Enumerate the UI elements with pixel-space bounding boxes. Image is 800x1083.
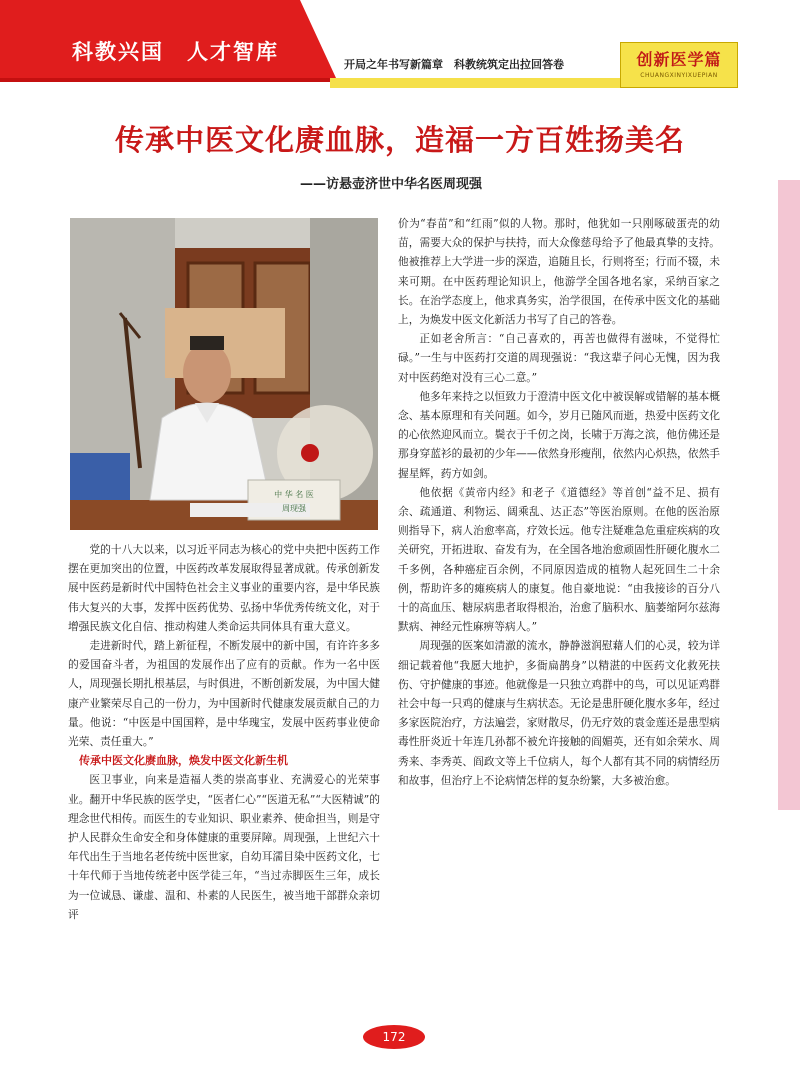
page-number: 172 — [363, 1025, 425, 1049]
page-banner — [0, 0, 800, 95]
left-column — [68, 540, 380, 924]
plaque-text: 中 华 名 医 — [274, 490, 314, 499]
right-paragraph-1: 价为“春苗”和“红雨”似的人物。那时，他犹如一只刚啄破蛋壳的幼苗，需要大众的保护与扶持，而大众像慈母给予了他最真挚的支持。他被推荐上大学进一步的深造，追随且长，行则将至；行而不辍，未来可期。在中医药理论知识上，他游学全国各地名家，采纳百家之长。在治学态度上，他求真务实，治学很国，在传承中医文化的基础上，为焕发中医文化新活力书写了自己的答卷。 — [398, 217, 720, 327]
section-subheading: 传承中医文化赓血脉，焕发中医文化新生机 — [79, 754, 288, 768]
banner-motto: 科教兴国 人才智库 — [72, 40, 279, 64]
article-subtitle: ——访悬壶济世中华名医周现强 — [300, 177, 483, 192]
left-paragraph-1: 党的十八大以来，以习近平同志为核心的党中央把中医药工作摆在更加突出的位置，中医药改革发展取得显著成就。传承创新发展中医药是新时代中国特色社会主义事业的重要内容，是中华民族伟大复兴的大事，发挥中医药优势、弘扬中华优秀传统文化，对于增强民族文化自信、推动构建人类命运共同体具有重大意义。 — [68, 543, 380, 633]
doctor-photo — [70, 218, 378, 530]
left-paragraph-2: 走进新时代，踏上新征程，不断发展中的新中国，有许许多多的爱国奋斗者，为祖国的发展作出了应有的贡献。作为一名中医人，周现强长期扎根基层，与时俱进，不断创新发展，为中国大健康产业繁荣尽自己的一份力，为中国新时代健康发展贡献自己的力量。他说：“中医是中国国粹，是中华瑰宝，发展中医药事业使命光荣、责任重大。” — [68, 639, 380, 749]
doctor-photo-illustration — [70, 218, 378, 530]
banner-slogan: 开局之年书写新篇章 科教统筑定出拉回答卷 — [344, 58, 564, 71]
section-name: 创新医学篇 — [636, 50, 722, 69]
right-paragraph-3: 他多年来持之以恒致力于澄清中医文化中被误解或错解的基本概念、基本原理和有关问题。如今，岁月已随风而逝，热爱中医药文化的心依然迎风而立。鬓衣于千仞之岗，长啸于万海之滨，他仿佛还是那身穿蓝衫的最初的少年——依然身形瘦削，依然内心炽热，依然手握星辉，药方如剑。 — [398, 389, 720, 480]
right-edge-strip — [778, 180, 800, 810]
banner-underline — [0, 78, 336, 82]
right-paragraph-5: 周现强的医案如清澈的流水，静静滋润慰藉人们的心灵，较为详细记载着他“我愿大地护，多衙扁鹊身”以精湛的中医药文化救死扶伤、守护健康的事迹。他就像是一只独立鸡群中的鸟，可以见证鸡群社会中每一只鸡的健康与生病状态。无论是患肝硬化腹水多年，经过多家医院治疗，方法遍尝，家财散尽，仍无疗效的袁金莲还是患型病毒性肝炎近十年连几孙都不被允许接触的阎媚英，还有如余荣水、周秀来、李秀英、阎政文等上千位病人，每个人都有其不同的病情经历和故事，但治疗上不论病情怎样的复杂纷繁，大多被治愈。 — [398, 639, 720, 787]
article-title: 传承中医文化赓血脉，造福一方百姓扬美名 — [114, 123, 685, 157]
right-paragraph-4: 他依据《黄帝内经》和老子《道德经》等首创“益不足、损有余、疏通道、利物运、阔乘乱、达正态”等医治原则。在他的医治原则指导下，病人治愈率高，疗效长远。他专注疑难急危重症疾病的攻关研究，开拓进取、奋发有为，在全国各地治愈顽固性肝硬化腹水二千多例，各种癌症百余例，不同原因造成的植物人起死回生二十余例，帮助许多的瘫痪病人的康复。他自豪地说：“由我接诊的百分八十的高血压、糖尿病患者取得根治，治愈了脑积水、脑萎缩阿尔兹海默病、神经元性麻痹等病人。” — [398, 485, 720, 634]
left-paragraph-3: 医卫事业，向来是造福人类的崇高事业、充满爱心的光荣事业。翻开中华民族的医学史，“医者仁心”“医道无私”“大医精诚”的理念世代相传。而医生的专业知识、职业素养、使命担当，则是守护人民群众生命安全和身体健康的重要屏障。周现强，上世纪六十年代出生于当地名老传统中医世家，自幼耳濡目染中医药文化，七十年代师于当地传统老中医学徒三年，“当过赤脚医生三年，成长为一位诚恳、谦虚、温和、朴素的人民医生，被当地干部群众亲切评 — [68, 773, 380, 921]
plaque-name: 周现强 — [282, 504, 306, 513]
right-paragraph-2: 正如老舍所言：“自己喜欢的，再苦也做得有滋味，不觉得忙碌。”一生与中医药打交道的周现强说：“我这辈子问心无愧，因为我对中医药绝对没有三心二意。” — [398, 332, 720, 384]
section-subtitle: CHUANGXINYIXUEPIAN — [640, 72, 718, 79]
section-tag — [620, 42, 738, 88]
right-column — [398, 214, 720, 790]
